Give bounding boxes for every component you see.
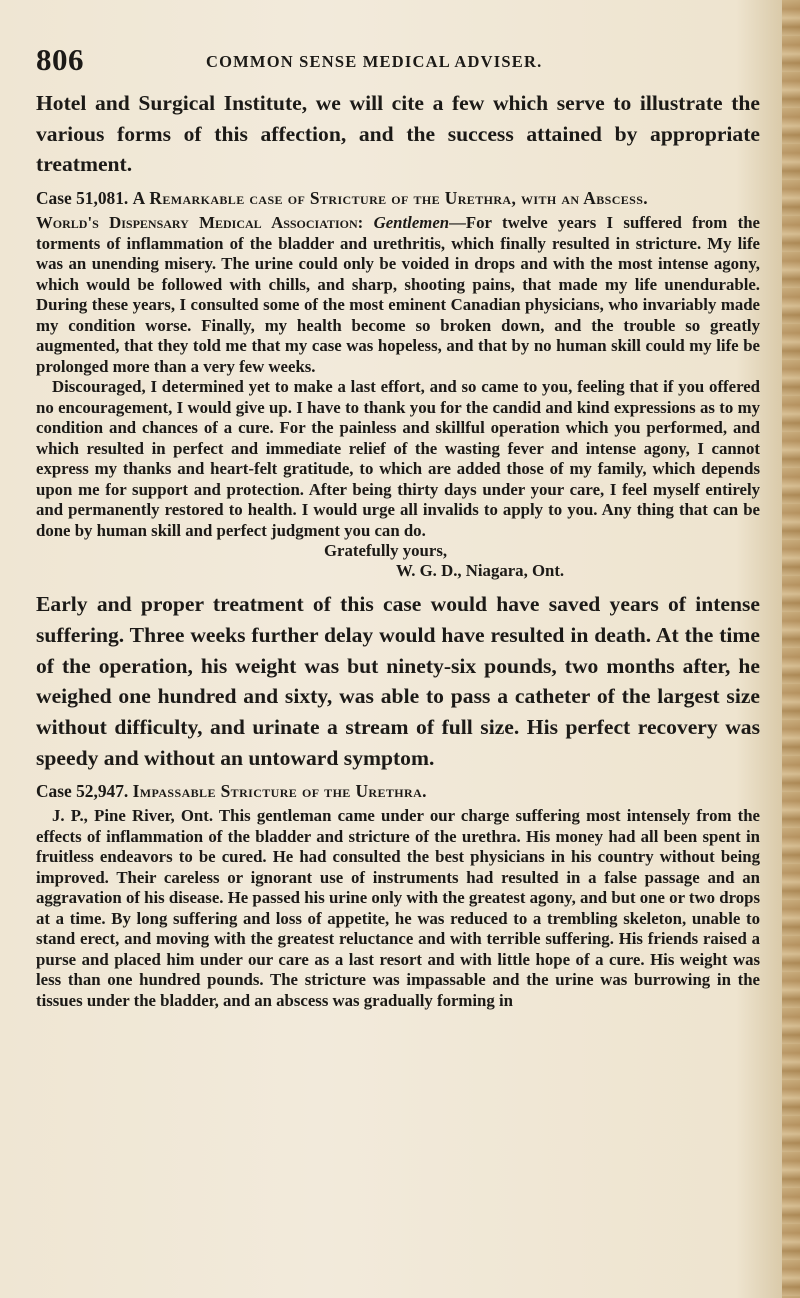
case-heading-2 [36, 781, 760, 802]
running-head: COMMON SENSE MEDICAL ADVISER. [206, 52, 543, 71]
salutation: Gentlemen [373, 213, 450, 233]
intro-paragraph: Hotel and Surgical Institute, we will cite a few which serve to illustrate the various forms of this affection, and the success attained by appropriate treatment. [36, 91, 760, 177]
letter-text-1: —For twelve years I suffered from the torments of inflammation of the bladder and urethritis, which finally resulted in stricture. My life was an unending misery. The urine could only be voided in drops and with the most intense agony, which would be followed with chills, and sharp, shooting pains, that made my life unendurable. During these years, I consulted some of the most eminent Canadian physicians, who invariably made my condition worse. Finally, my health become so broken down, and the trouble so greatly augmented, that they told me that my case was hopeless, and that by no human skill could my life be prolonged more than a very few weeks. [36, 213, 760, 376]
page-number: 806 [36, 42, 84, 77]
case-number-1: Case 51,081. [36, 188, 129, 209]
case-title-1: A Remarkable case of Stricture of the Urethra, with an Abscess. [132, 188, 649, 209]
page-header [36, 42, 760, 82]
case-title-2: Impassable Stricture of the Urethra. [132, 781, 427, 802]
letter-paragraph-1 [36, 213, 760, 377]
page-edge [782, 0, 800, 1298]
page-content [36, 88, 760, 1011]
case-heading-1 [36, 188, 760, 209]
case-2-paragraph: J. P., Pine River, Ont. This gentleman came under our charge suffering most intensely from the effects of inflammation of the bladder and stricture of the urethra. His money had all been spent in fruitless endeavors to be cured. He had consulted the best physicians in his country without being improved. Their careless or ignorant use of instruments had resulted in a false passage and an aggravation of his disease. He passed his urine only with the greatest agony, and but one or two drops at a time. By long suffering and loss of appetite, he was reduced to a trembling skeleton, unable to stand erect, and moving with the greatest reluctance and with terrible suffering. His friends raised a purse and placed him under our care as a last resort and with little hope of a cure. His weight was less than one hundred pounds. The stricture was impassable and the urine was burrowing in the tissues under the bladder, and an abscess was gradually forming in [36, 806, 760, 1010]
letter-paragraph-2: Discouraged, I determined yet to make a last effort, and so came to you, feeling that if you offered no encouragement, I would give up. I have to thank you for the candid and kind expressions as to my condition and chances of a cure. For the painless and skillful operation which you performed, and which resulted in perfect and immediate relief of the wasting fever and intense agony, I cannot express my thanks and heart-felt gratitude, to which are added those of my family, which depends upon me for support and protection. After being thirty days under your care, I feel myself entirely and permanently restored to health. I would urge all invalids to apply to you. Any thing that can be done by human skill and perfect judgment you can do. [36, 377, 760, 540]
letter-signature: W. G. D., Niagara, Ont. [396, 561, 565, 581]
case-number-2: Case 52,947. [36, 781, 129, 802]
salutation-org: World's Dispensary Medical Association: [36, 213, 364, 233]
letter-closing: Gratefully yours, [324, 541, 448, 561]
commentary-paragraph: Early and proper treatment of this case would have saved years of intense suffering. Three weeks further delay would have resulted in death. At the time of the operation, his weight was but ninety-six pounds, two months after, he weighed one hundred and sixty, was able to pass a catheter of the largest size without difficulty, and urinate a stream of full size. His perfect recovery was speedy and without an untoward symptom. [36, 592, 760, 770]
